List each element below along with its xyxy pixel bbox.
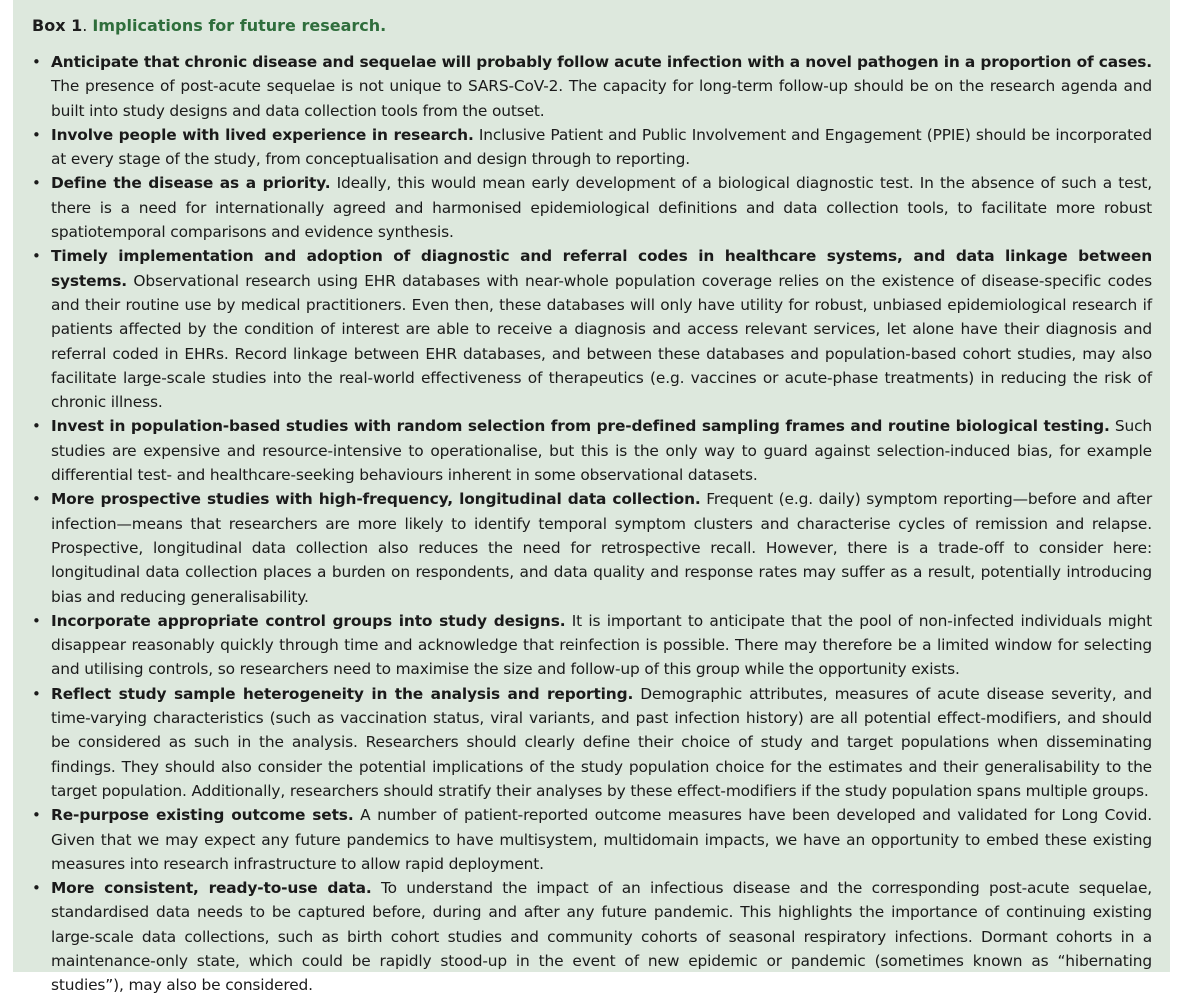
item-body: The presence of post-acute sequelae is not unique to SARS-CoV-2. The capacity for long-term follow-up should be on the research agenda and built into study designs and data collection tools from the outset. bbox=[51, 77, 1152, 120]
item-lead: Timely implementation and adoption of diagnostic and referral codes in healthcare systems, and data linkage between systems. bbox=[51, 247, 1152, 290]
item-body: A number of patient-reported outcome measures have been developed and validated for Long Covid. Given that we may expect any future pandemics to have multisystem, multidomain impacts, we have an opportunity to embed these existing measures into research infrastructure to allow rapid deployment. bbox=[51, 806, 1152, 873]
bullet-icon: • bbox=[32, 417, 41, 436]
box-panel bbox=[13, 0, 1170, 995]
item-body: Inclusive Patient and Public Involvement and Engagement (PPIE) should be incorporated at every stage of the study, from conceptualisation and design through to reporting. bbox=[51, 125, 1152, 169]
bullet-icon: • bbox=[32, 53, 41, 71]
box-label-separator: . bbox=[82, 16, 88, 35]
item-lead: Incorporate appropriate control groups into study designs. bbox=[51, 611, 566, 630]
item-lead: Re-purpose existing outcome sets. bbox=[51, 806, 354, 825]
item-lead: More prospective studies with high-frequency, longitudinal data collection. bbox=[51, 490, 701, 509]
bullet-icon: • bbox=[32, 174, 41, 193]
list-item bbox=[32, 123, 1152, 172]
list-item bbox=[32, 244, 1152, 414]
item-body: Frequent (e.g. daily) symptom reporting—before and after infection—means that researchers are more likely to identify temporal symptom clusters and characterise cycles of remission and relapse. Prospective, longitudinal data collection also reduces the need for retrospective recall. However, there is a trade-off to consider here: longitudinal data collection places a burden on respondents, and data quality and response rates may suffer as a result, potentially introducing bias and reducing generalisability. bbox=[51, 490, 1152, 606]
item-body: To understand the impact of an infectious disease and the corresponding post-acute sequelae, standardised data needs to be captured before, during and after any future pandemic. This highlights the importance of continuing existing large-scale data collections, such as birth cohort studies and community cohorts of seasonal respiratory infections. Dormant cohorts in a maintenance-only state, which could be rapidly stood-up in the event of new epidemic or pandemic (sometimes known as “hibernating studies”), may also be considered. bbox=[51, 879, 1152, 995]
list-item bbox=[32, 414, 1152, 487]
box-heading: Implications for future research. bbox=[92, 16, 387, 35]
item-lead: Define the disease as a priority. bbox=[51, 174, 331, 193]
item-lead: Anticipate that chronic disease and sequelae will probably follow acute infection with a novel pathogen in a proportion of cases. bbox=[51, 53, 1152, 71]
list-item bbox=[32, 609, 1152, 682]
list-item bbox=[32, 50, 1152, 123]
item-body: Observational research using EHR databases with near-whole population coverage relies on the existence of disease-specific codes and their routine use by medical practitioners. Even then, these databases will only have utility for robust, unbiased epidemiological research if patients affected by the condition of interest are able to receive a diagnosis and access relevant services, let alone have their diagnosis and referral coded in EHRs. Record linkage between EHR databases, and between these databases and population-based cohort studies, may also facilitate large-scale studies into the real-world effectiveness of therapeutics (e.g. vaccines or acute-phase treatments) in reducing the risk of chronic illness. bbox=[51, 271, 1152, 412]
bullet-icon: • bbox=[32, 806, 41, 825]
list-item bbox=[32, 171, 1152, 244]
bullet-icon: • bbox=[32, 684, 41, 703]
box-label: Box 1 bbox=[32, 16, 83, 35]
item-body: Such studies are expensive and resource-intensive to operationalise, but this is the only way to guard against selection-induced bias, for example differential test- and healthcare-seeking behaviours inherent in some observational datasets. bbox=[51, 417, 1152, 485]
box-title bbox=[32, 15, 1152, 37]
item-body: It is important to anticipate that the pool of non-infected individuals might disappear reasonably quickly through time and acknowledge that reinfection is possible. There may therefore be a limited window for selecting and utilising controls, so researchers need to maximise the size and follow-up of this group while the opportunity exists. bbox=[51, 611, 1152, 679]
item-lead: More consistent, ready-to-use data. bbox=[51, 879, 372, 898]
bullet-icon: • bbox=[32, 125, 41, 144]
bullet-icon: • bbox=[32, 611, 41, 630]
item-lead: Invest in population-based studies with random selection from pre-defined sampling frames and routine biological testing. bbox=[51, 417, 1110, 436]
list-item bbox=[32, 682, 1152, 803]
item-lead: Involve people with lived experience in research. bbox=[51, 125, 474, 144]
bullet-icon: • bbox=[32, 490, 41, 509]
item-body: Ideally, this would mean early development of a biological diagnostic test. In the absence of such a test, there is a need for internationally agreed and harmonised epidemiological definitions and data collection tools, to facilitate more robust spatiotemporal comparisons and evidence synthesis. bbox=[51, 174, 1152, 242]
item-body: Demographic attributes, measures of acute disease severity, and time-varying characteristics (such as vaccination status, viral variants, and past infection history) are all potential effect-modifiers, and should be considered as such in the analysis. Researchers should clearly define their choice of study and target populations when disseminating findings. They should also consider the potential implications of the study population choice for the estimates and their generalisability to the target population. Additionally, researchers should stratify their analyses by these effect-modifiers if the study population spans multiple groups. bbox=[51, 684, 1152, 800]
implications-list bbox=[32, 50, 1152, 998]
list-item bbox=[32, 876, 1152, 997]
bullet-icon: • bbox=[32, 247, 41, 266]
bullet-icon: • bbox=[32, 879, 41, 898]
list-item bbox=[32, 803, 1152, 876]
item-lead: Reflect study sample heterogeneity in the analysis and reporting. bbox=[51, 684, 634, 703]
list-item bbox=[32, 487, 1152, 608]
